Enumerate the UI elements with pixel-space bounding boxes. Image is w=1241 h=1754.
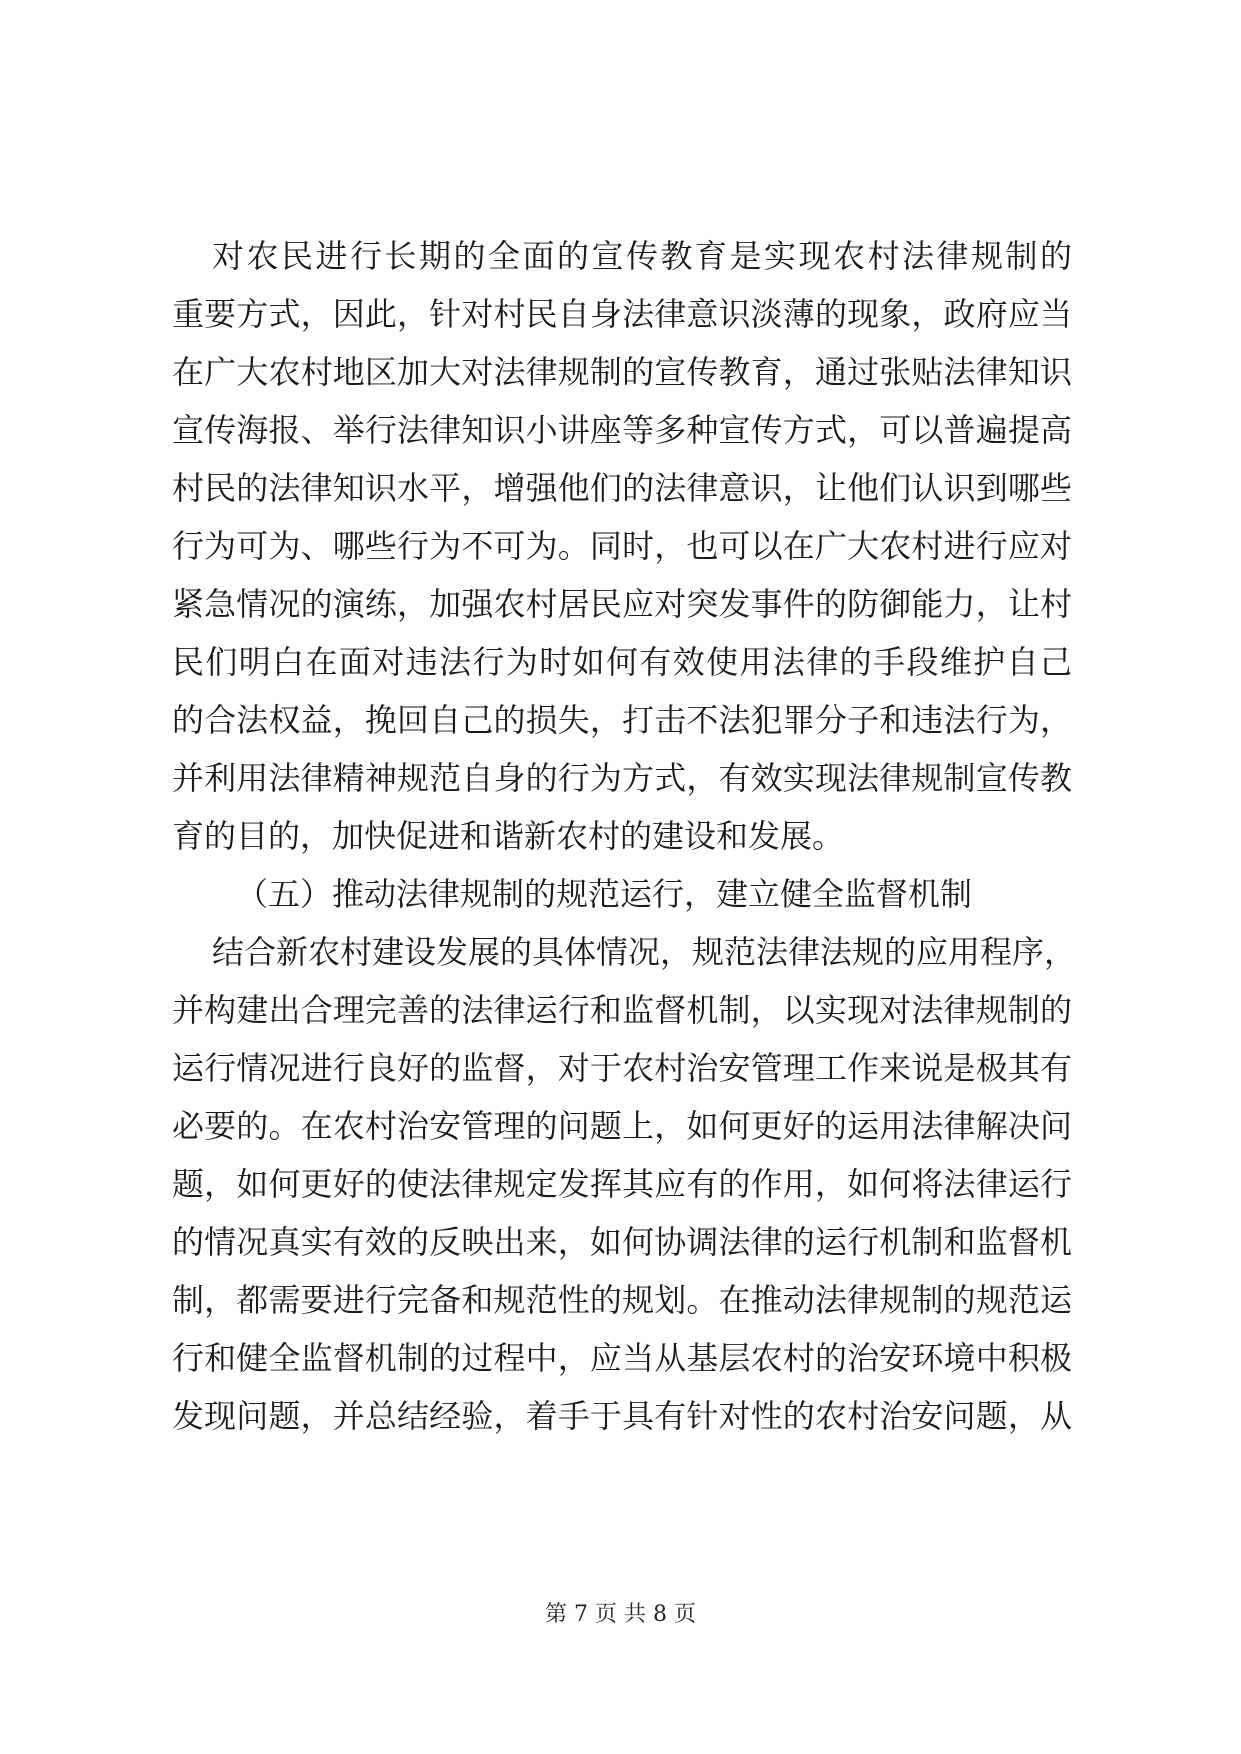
text-line: 村民的法律知识水平，增强他们的法律意识，让他们认识到哪些 [172,469,1072,507]
text-line: 宣传海报、举行法律知识小讲座等多种宣传方式，可以普遍提高 [172,411,1072,449]
text-line: 运行情况进行良好的监督，对于农村治安管理工作来说是极其有 [172,1049,1072,1087]
section-heading: （五）推动法律规制的规范运行，建立健全监督机制 [236,875,973,913]
text-line: 发现问题，并总结经验，着手于具有针对性的农村治安问题，从 [172,1397,1072,1435]
page-footer: 第 7 页 共 8 页 [545,1602,696,1627]
text-line: 制，都需要进行完备和规范性的规划。在推动法律规制的规范运 [172,1281,1072,1319]
text-line: 并构建出合理完善的法律运行和监督机制，以实现对法律规制的 [172,991,1072,1029]
text-line: 并利用法律精神规范自身的行为方式，有效实现法律规制宣传教 [172,759,1072,797]
text-line: 的情况真实有效的反映出来，如何协调法律的运行机制和监督机 [172,1223,1072,1261]
text-line: 的合法权益，挽回自己的损失，打击不法犯罪分子和违法行为， [172,701,1072,739]
text-line: 题，如何更好的使法律规定发挥其应有的作用，如何将法律运行 [172,1165,1072,1203]
text-line: 必要的。在农村治安管理的问题上，如何更好的运用法律解决问 [172,1107,1072,1145]
text-line: 在广大农村地区加大对法律规制的宣传教育，通过张贴法律知识 [172,353,1072,391]
text-line: 行为可为、哪些行为不可为。同时，也可以在广大农村进行应对 [172,527,1072,565]
text-line: 育的目的，加快促进和谐新农村的建设和发展。 [172,817,845,855]
text-line: 民们明白在面对违法行为时如何有效使用法律的手段维护自己 [172,643,1072,681]
text-line: 结合新农村建设发展的具体情况，规范法律法规的应用程序， [212,933,1077,971]
text-line: 重要方式，因此，针对村民自身法律意识淡薄的现象，政府应当 [172,295,1072,333]
text-line: 行和健全监督机制的过程中，应当从基层农村的治安环境中积极 [172,1339,1072,1377]
text-line: 对农民进行长期的全面的宣传教育是实现农村法律规制的 [212,237,1072,275]
text-line: 紧急情况的演练，加强农村居民应对突发事件的防御能力，让村 [172,585,1072,623]
